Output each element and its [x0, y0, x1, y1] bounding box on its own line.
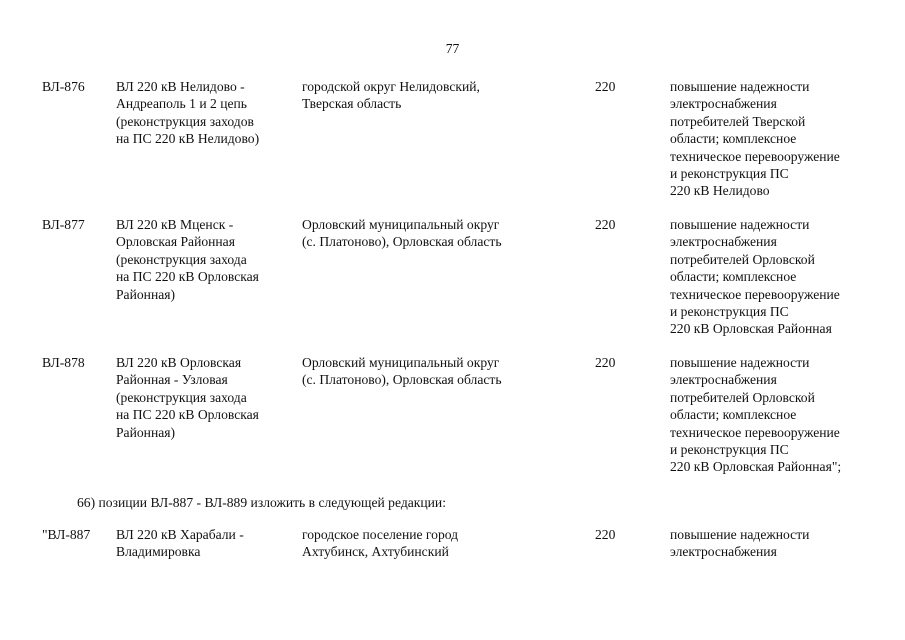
line-goal: повышение надежности электроснабжения	[670, 527, 810, 560]
line-name: ВЛ 220 кВ Нелидово - Андреаполь 1 и 2 цепь (реконструкция заходов на ПС 220 кВ Нелидово)	[116, 79, 260, 147]
page-number: 77	[445, 41, 460, 56]
line-voltage: 220	[595, 355, 616, 370]
line-location: городской округ Нелидовский, Тверская область	[302, 79, 480, 112]
line-goal: повышение надежности электроснабжения потребителей Тверской области; комплексное техническое перевооружение и реконструкция ПС 220 кВ Нелидово	[670, 79, 840, 199]
line-code: ВЛ-877	[42, 217, 85, 232]
line-goal: повышение надежности электроснабжения потребителей Орловской области; комплексное техническое перевооружение и реконструкция ПС 220 кВ Орловская Районная	[670, 217, 840, 337]
line-location: Орловский муниципальный округ (с. Платоново), Орловская область	[302, 217, 502, 250]
line-name: ВЛ 220 кВ Харабали - Владимировка	[116, 527, 244, 560]
line-location: городское поселение город Ахтубинск, Ахтубинский	[302, 527, 459, 560]
line-voltage: 220	[595, 527, 616, 542]
line-code: ВЛ-876	[42, 79, 85, 94]
line-name: ВЛ 220 кВ Орловская Районная - Узловая (реконструкция захода на ПС 220 кВ Орловская Районная)	[116, 355, 259, 440]
line-voltage: 220	[595, 217, 616, 232]
line-goal: повышение надежности электроснабжения потребителей Орловской области; комплексное техническое перевооружение и реконструкция ПС 220 кВ Орловская Районная";	[670, 355, 842, 475]
line-voltage: 220	[595, 79, 616, 94]
amendment-instruction: 66) позиции ВЛ-887 - ВЛ-889 изложить в следующей редакции:	[77, 495, 446, 510]
line-location: Орловский муниципальный округ (с. Платоново), Орловская область	[302, 355, 502, 388]
line-name: ВЛ 220 кВ Мценск - Орловская Районная (реконструкция захода на ПС 220 кВ Орловская Районная)	[116, 217, 259, 302]
line-code: ВЛ-878	[42, 355, 85, 370]
line-code: "ВЛ-887	[42, 527, 91, 542]
